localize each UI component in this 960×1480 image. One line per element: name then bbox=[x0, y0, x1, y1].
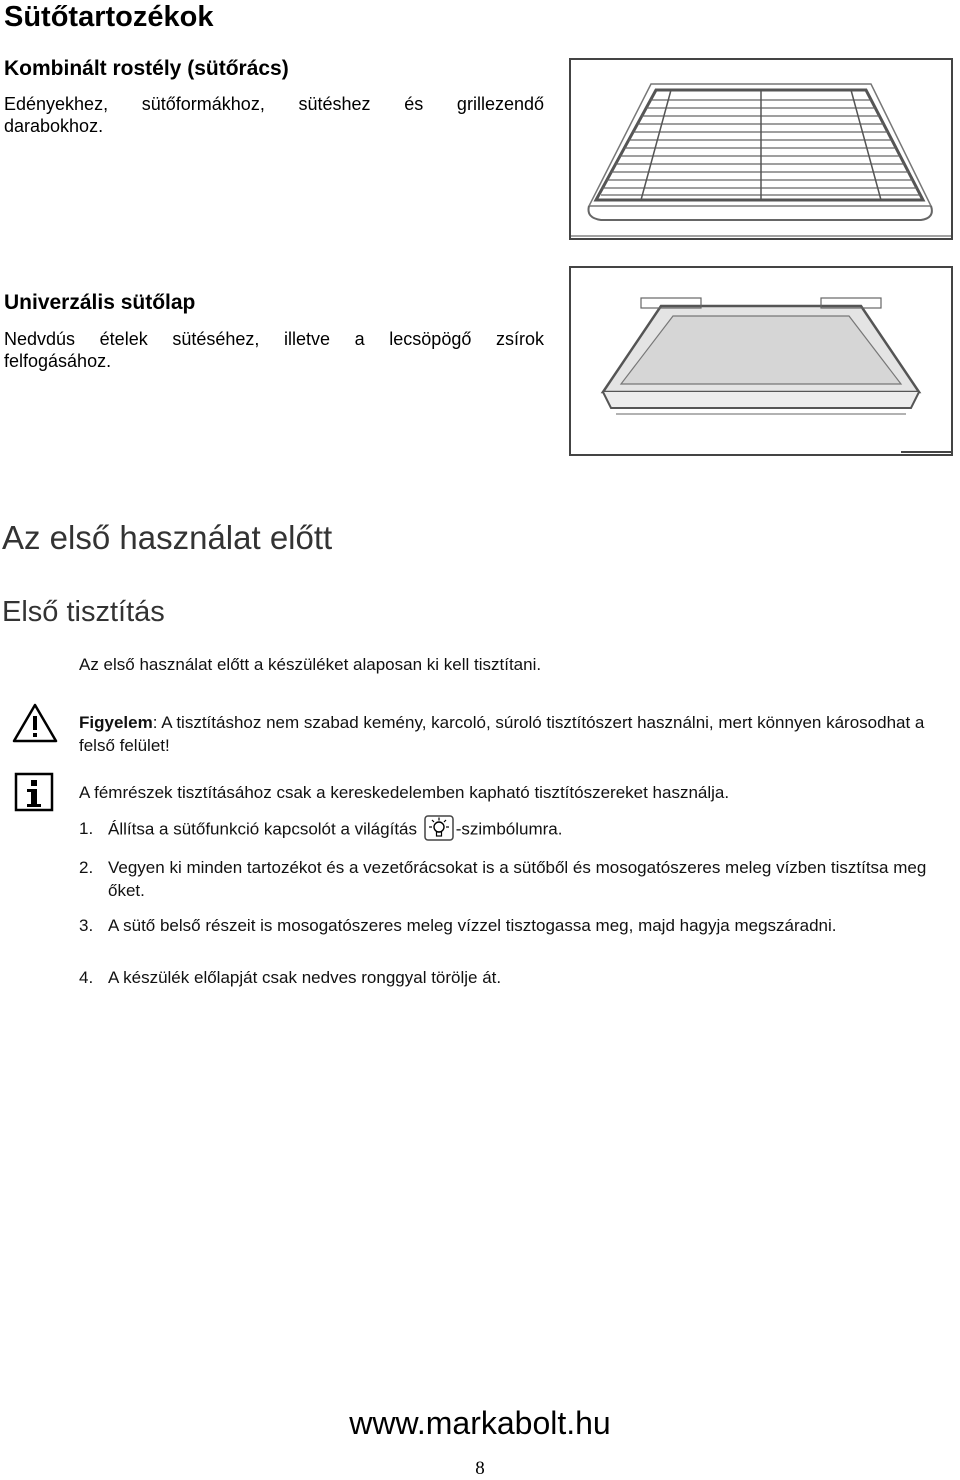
step-number: 4. bbox=[79, 968, 94, 987]
baking-tray-drawing bbox=[571, 268, 951, 454]
grill-desc-line1: Edényekhez, sütőformákhoz, sütéshez és grillezendő bbox=[4, 94, 544, 114]
grill-title: Kombinált rostély (sütőrács) bbox=[4, 57, 289, 80]
grill-description bbox=[4, 93, 544, 137]
page-number: 8 bbox=[475, 1458, 485, 1479]
step-text: A sütő belső részeit is mosogatószeres meleg vízzel tisztogassa meg, majd hagyja megszáradni. bbox=[108, 916, 837, 935]
step-2 bbox=[79, 856, 959, 904]
warning-label: Figyelem bbox=[79, 713, 153, 732]
baking-tray-image bbox=[569, 266, 953, 456]
first-cleaning-title: Első tisztítás bbox=[2, 596, 165, 628]
step-1-text-before: Állítsa a sütőfunkció kapcsolót a világítás bbox=[108, 819, 417, 839]
tray-desc-line2: felfogásához. bbox=[4, 351, 112, 371]
intro-text: Az első használat előtt a készüléket alaposan ki kell tisztítani. bbox=[79, 655, 542, 674]
warning-text bbox=[79, 711, 959, 757]
section-title: Sütőtartozékok bbox=[4, 1, 214, 33]
step-1-text-after: -szimbólumra. bbox=[455, 819, 563, 839]
step-number: 2. bbox=[79, 858, 94, 877]
step-1 bbox=[79, 817, 959, 843]
tray-desc-line1: Nedvdús ételek sütéséhez, illetve a lecsöpögő zsírok bbox=[4, 329, 544, 349]
warning-body: : A tisztításhoz nem szabad kemény, karcoló, súroló tisztítószert használni, mert könnyen károsodhat a felső felület! bbox=[79, 713, 925, 755]
tray-title: Univerzális sütőlap bbox=[4, 291, 196, 314]
grill-rack-drawing bbox=[571, 60, 951, 238]
step-text: A készülék előlapját csak nedves ronggyal törölje át. bbox=[108, 968, 502, 987]
step-text bbox=[108, 817, 959, 843]
tray-description bbox=[4, 328, 544, 372]
grill-desc-line2: darabokhoz. bbox=[4, 116, 104, 136]
oven-light-icon bbox=[424, 815, 454, 841]
step-4 bbox=[79, 966, 959, 990]
step-text: Vegyen ki minden tartozékot és a vezetőrácsokat is a sütőből és mosogatószeres meleg vízben tisztítsa meg őket. bbox=[108, 858, 927, 900]
grill-rack-image bbox=[569, 58, 953, 240]
step-number: 1. bbox=[79, 819, 94, 838]
footer-url[interactable]: www.markabolt.hu bbox=[349, 1405, 611, 1441]
info-icon bbox=[14, 772, 54, 812]
step-3 bbox=[79, 914, 959, 962]
info-text: A fémrészek tisztításához csak a kereskedelemben kapható tisztítószereket használja. bbox=[79, 783, 730, 802]
first-use-title: Az első használat előtt bbox=[2, 519, 333, 556]
step-number: 3. bbox=[79, 916, 94, 935]
warning-triangle-icon bbox=[12, 702, 58, 744]
